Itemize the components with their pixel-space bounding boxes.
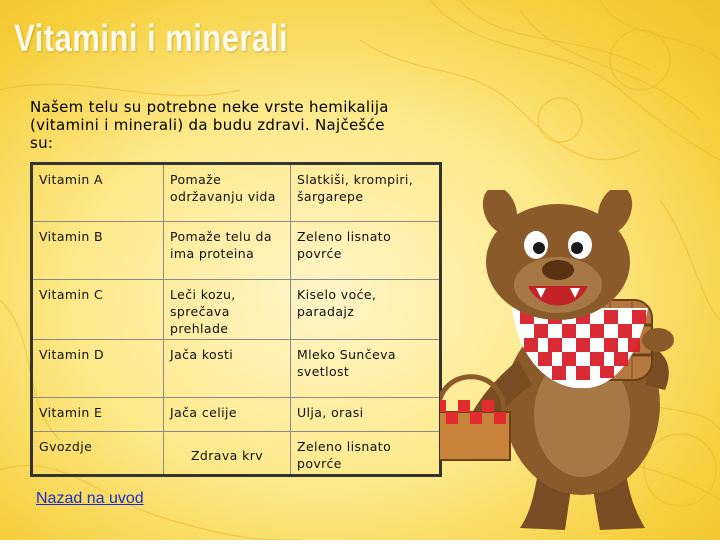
vitamin-name: Vitamin B bbox=[32, 222, 164, 280]
vitamin-source: Zeleno lisnato povrće bbox=[291, 432, 441, 476]
vitamin-name: Vitamin D bbox=[32, 340, 164, 398]
vitamin-name: Vitamin A bbox=[32, 164, 164, 222]
table-row bbox=[32, 164, 441, 222]
vitamin-source: Ulja, orasi bbox=[291, 398, 441, 432]
vitamin-source: Mleko Sunčeva svetlost bbox=[291, 340, 441, 398]
title-bar bbox=[0, 0, 720, 78]
back-to-intro-link[interactable]: Nazad na uvod bbox=[36, 490, 144, 507]
vitamins-table bbox=[30, 162, 442, 477]
vitamin-name: Vitamin C bbox=[32, 280, 164, 340]
vitamin-benefit: Pomaže telu da ima proteina bbox=[164, 222, 291, 280]
vitamin-name: Vitamin E bbox=[32, 398, 164, 432]
vitamin-benefit: Jača kosti bbox=[164, 340, 291, 398]
table-row bbox=[32, 280, 441, 340]
table-row bbox=[32, 398, 441, 432]
vitamin-benefit: Leči kozu, sprečava prehlade bbox=[164, 280, 291, 340]
vitamin-benefit: Pomaže održavanju vida bbox=[164, 164, 291, 222]
page-title: Vitamini i minerali bbox=[14, 18, 288, 60]
vitamin-source: Zeleno lisnato povrće bbox=[291, 222, 441, 280]
vitamin-benefit: Jača celije bbox=[164, 398, 291, 432]
bear-icon bbox=[440, 190, 710, 540]
table-row bbox=[32, 340, 441, 398]
intro-text: Našem telu su potrebne neke vrste hemikalija (vitamini i minerali) da budu zdravi. Najčešće su: bbox=[30, 98, 389, 152]
vitamin-source: Kiselo voće, paradajz bbox=[291, 280, 441, 340]
table-row bbox=[32, 432, 441, 476]
vitamin-source: Slatkiši, krompiri, šargarepe bbox=[291, 164, 441, 222]
vitamin-name: Gvozdje bbox=[32, 432, 164, 476]
bear-mascot-illustration bbox=[440, 190, 710, 544]
table-row bbox=[32, 222, 441, 280]
vitamin-benefit: Zdrava krv bbox=[164, 432, 291, 476]
